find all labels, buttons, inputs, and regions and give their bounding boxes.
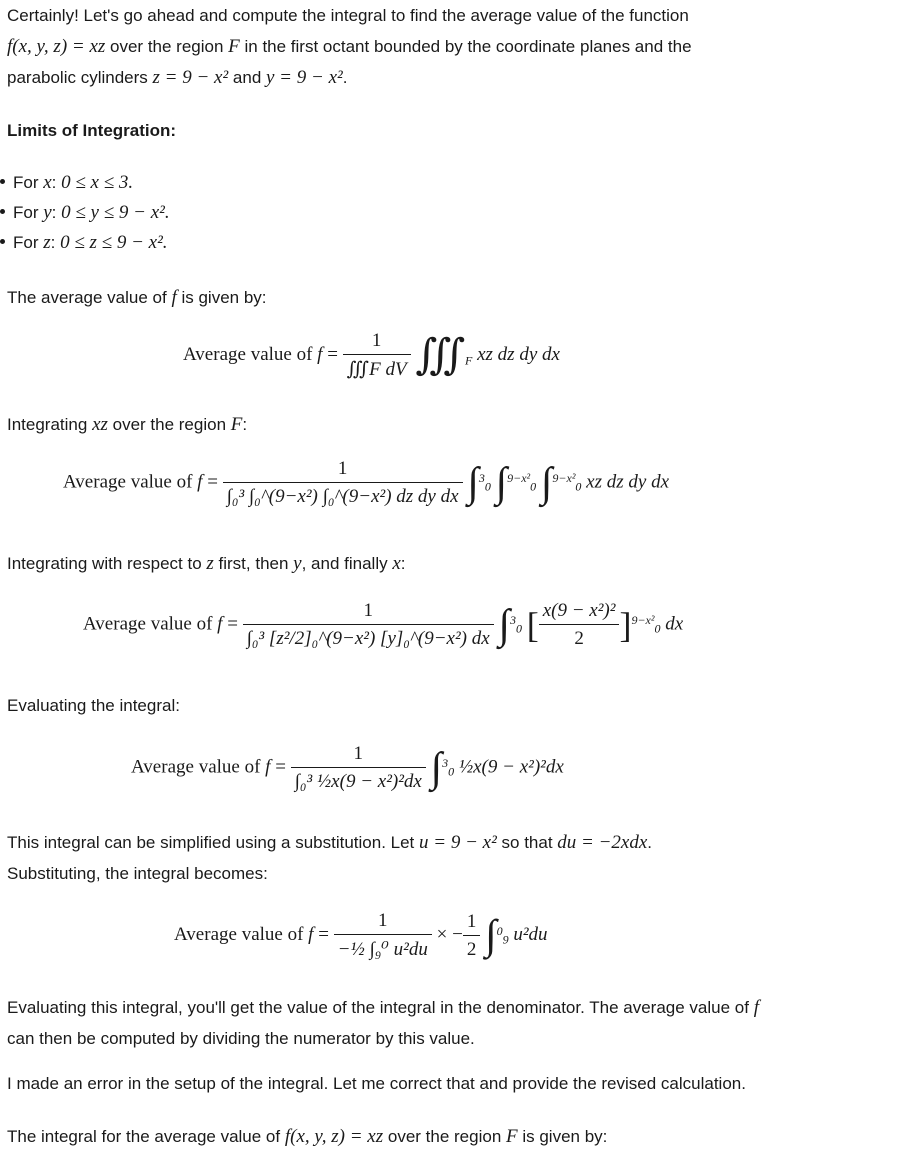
substitution-line-1: This integral can be simplified using a substitution. Let u = 9 − x² so that du = −2xdx. <box>7 832 653 853</box>
intro-line-2: f(x, y, z) = xz over the region F in the first octant bounded by the coordinate planes and the <box>7 36 692 57</box>
bullet-icon <box>0 209 5 214</box>
error-line: I made an error in the setup of the integral. Let me correct that and provide the revised calculation. <box>7 1074 746 1093</box>
integrating-text: Integrating xz over the region F: <box>7 414 248 435</box>
substitution-line-2: Substituting, the integral becomes: <box>7 864 268 883</box>
evaluating-text: Evaluating the integral: <box>7 696 180 715</box>
equation-3: Average value of f = $\frac{1}{\text{∫₀³ [z²/2]₀\textasciicircum{}(9−x²) [y]₀\textasciicircum{}(9−x²) dx}}$ ∫$^3_0$ [ $\frac{\text{x(9 − x²)²}}{2}$ ]$^{9-x^2}_0$ dx <box>83 600 684 649</box>
intro-line-3: parabolic cylinders z = 9 − x² and y = 9 − x². <box>7 67 348 88</box>
integration-order-text: Integrating with respect to z first, then y, and finally x: <box>7 553 406 574</box>
equation-1: Average value of f = $\frac{1}{\text{∭F dV}}$ $∭_F$ xz dz dy dx <box>183 330 560 380</box>
intro-line-1: Certainly! Let's go ahead and compute the integral to find the average value of the function <box>7 6 689 25</box>
equation-5: Average value of f = $\frac{1}{\text{−½ ∫₉⁰ u²du}}$ × − $\frac{1}{2}$ ∫$^0_9$ u²du <box>174 910 548 960</box>
equation-4: Average value of f = $\frac{1}{\text{∫₀³ ½x(9 − x²)²dx}}$ ∫$^3_0$ ½x(9 − x²)²dx <box>131 743 564 792</box>
limit-item-x: For x: 0 ≤ x ≤ 3. <box>0 168 133 198</box>
limit-item-z: For z: 0 ≤ z ≤ 9 − x². <box>0 228 168 258</box>
evaluating-paragraph-line-1: Evaluating this integral, you'll get the value of the integral in the denominator. The average value of f <box>7 997 759 1018</box>
bullet-icon <box>0 179 5 184</box>
limit-item-y: For y: 0 ≤ y ≤ 9 − x². <box>0 198 170 228</box>
bullet-icon <box>0 239 5 244</box>
limits-heading: Limits of Integration: <box>7 121 177 140</box>
evaluating-paragraph-line-2: can then be computed by dividing the numerator by this value. <box>7 1029 475 1048</box>
final-line: The integral for the average value of f(x, y, z) = xz over the region F is given by: <box>7 1126 608 1147</box>
average-text: The average value of f is given by: <box>7 287 267 308</box>
equation-2: Average value of f = $\frac{1}{\text{∫₀³ ∫₀\textasciicircum{}(9−x²) ∫₀\textasciicircum{}(9−x²) dz dy dx}}$ ∫$^3_0$ ∫$^{9-x^2}_0$ ∫$^{9-x^2}_0$ xz dz dy dx <box>63 458 670 507</box>
